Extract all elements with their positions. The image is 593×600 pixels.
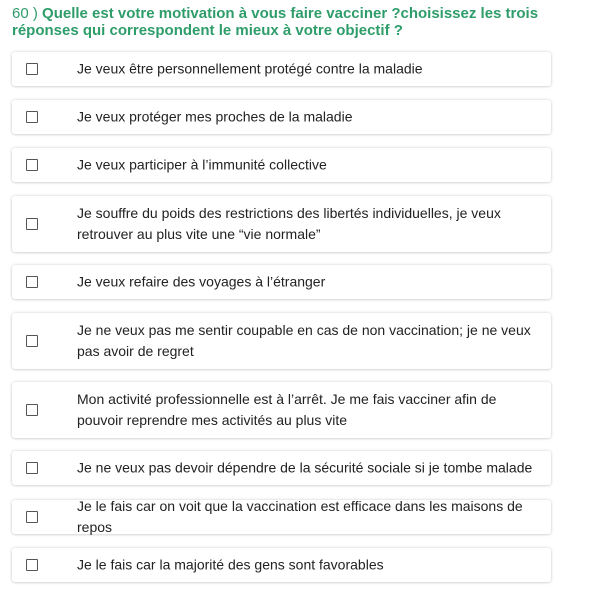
checkbox-5[interactable]: [26, 276, 38, 288]
checkbox-6[interactable]: [26, 335, 38, 347]
option-2[interactable]: [12, 100, 551, 134]
option-label-9: Je le fais car on voit que la vaccination est efficace dans les maisons de repos: [77, 498, 523, 535]
checkbox-7[interactable]: [26, 404, 38, 416]
checkbox-10[interactable]: [26, 559, 38, 571]
option-label-10: Je le fais car la majorité des gens sont favorables: [77, 556, 384, 573]
checkbox-1[interactable]: [26, 63, 38, 75]
option-label-8: Je ne veux pas devoir dépendre de la sécurité sociale si je tombe malade: [77, 459, 533, 476]
checkbox-4[interactable]: [26, 218, 38, 230]
option-10[interactable]: [12, 548, 551, 582]
checkbox-3[interactable]: [26, 159, 38, 171]
option-8[interactable]: [12, 451, 551, 485]
option-label-4: Je souffre du poids des restrictions des libertés individuelles, je veux retrouver au plus vite une “vie normale”: [77, 205, 501, 242]
checkbox-2[interactable]: [26, 111, 38, 123]
option-label-7: Mon activité professionnelle est à l’arrêt. Je me fais vacciner afin de pouvoir reprendre mes activités au plus vite: [77, 391, 497, 428]
option-label-3: Je veux participer à l’immunité collective: [77, 156, 327, 173]
checkbox-9[interactable]: [26, 511, 38, 523]
option-4[interactable]: [12, 196, 551, 252]
option-7[interactable]: [12, 382, 551, 438]
option-label-5: Je veux refaire des voyages à l’étranger: [77, 273, 326, 290]
option-6[interactable]: [12, 313, 551, 369]
question-title: [12, 5, 572, 39]
question-number: 60 ): [12, 5, 38, 22]
question-text: Quelle est votre motivation à vous faire vacciner ?choisissez les trois réponses qui correspondent le mieux à votre objectif ?: [12, 5, 539, 39]
checkbox-8[interactable]: [26, 462, 38, 474]
option-label-1: Je veux être personnellement protégé contre la maladie: [77, 60, 423, 77]
option-1[interactable]: [12, 52, 551, 86]
option-9[interactable]: [12, 500, 551, 534]
option-5[interactable]: [12, 265, 551, 299]
option-3[interactable]: [12, 148, 551, 182]
option-label-6: Je ne veux pas me sentir coupable en cas de non vaccination; je ne veux pas avoir de regret: [77, 322, 531, 359]
option-label-2: Je veux protéger mes proches de la maladie: [77, 108, 353, 125]
